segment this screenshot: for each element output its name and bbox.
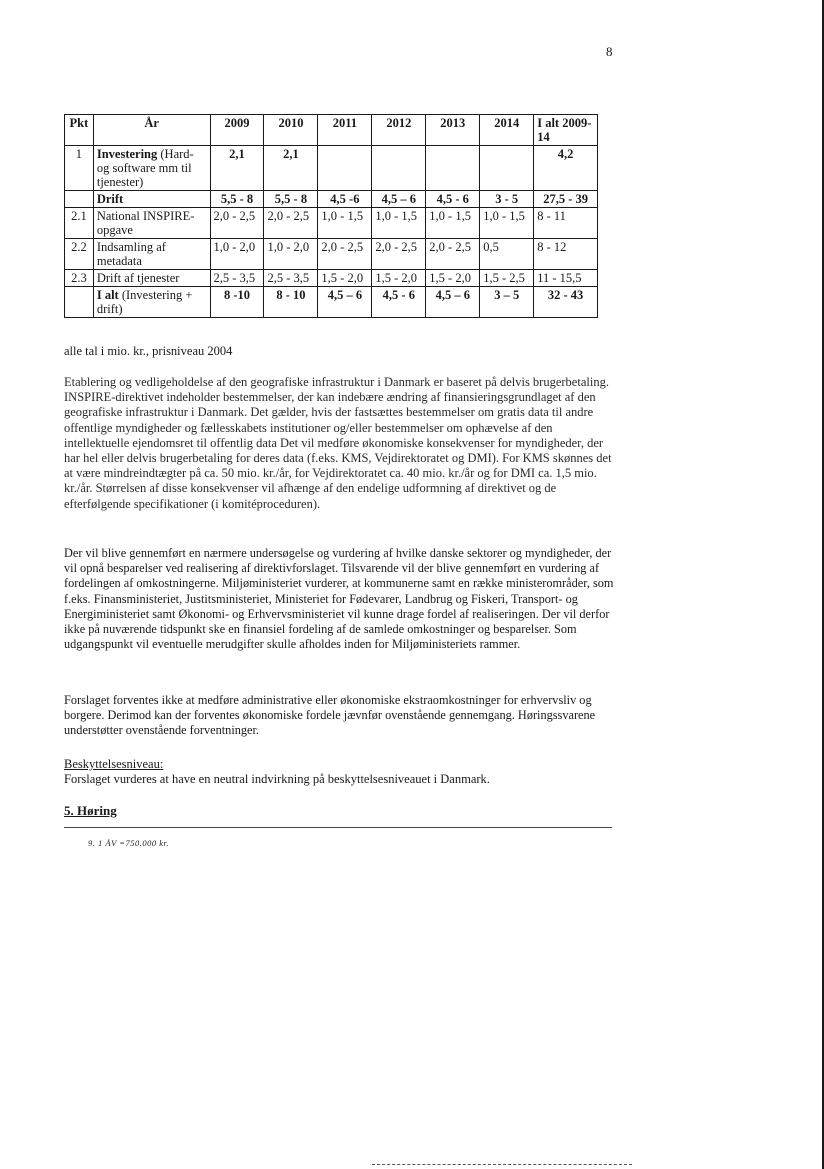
row-value: 4,5 - 6 bbox=[426, 191, 480, 208]
budget-table bbox=[64, 114, 598, 318]
row-pkt bbox=[65, 191, 94, 208]
row-value: 2,5 - 3,5 bbox=[264, 270, 318, 287]
row-value: 3 – 5 bbox=[480, 287, 534, 318]
row-value: 2,1 bbox=[210, 146, 264, 191]
header-2010: 2010 bbox=[264, 115, 318, 146]
row-value: 0,5 bbox=[480, 239, 534, 270]
row-value: 2,0 - 2,5 bbox=[372, 239, 426, 270]
row-label bbox=[93, 270, 210, 287]
paragraph-protection-level: Forslaget vurderes at have en neutral indvirkning på beskyttelsesniveauet i Danmark. bbox=[64, 772, 490, 786]
row-value bbox=[372, 146, 426, 191]
row-value: 1,5 - 2,0 bbox=[372, 270, 426, 287]
footnote-divider bbox=[64, 827, 612, 828]
table-row bbox=[65, 270, 598, 287]
protection-level-heading: Beskyttelsesniveau: bbox=[64, 757, 164, 771]
row-value: 2,0 - 2,5 bbox=[264, 208, 318, 239]
row-value: 4,5 – 6 bbox=[372, 191, 426, 208]
row-value bbox=[480, 146, 534, 191]
row-pkt: 2.1 bbox=[65, 208, 94, 239]
row-value: 8 - 10 bbox=[264, 287, 318, 318]
header-2014: 2014 bbox=[480, 115, 534, 146]
row-value: 1,0 - 1,5 bbox=[480, 208, 534, 239]
row-value: 1,0 - 2,0 bbox=[210, 239, 264, 270]
row-label-rest: (Hard- og software mm til tjenester) bbox=[96, 147, 194, 189]
row-value: 5,5 - 8 bbox=[210, 191, 264, 208]
row-label-rest: National INSPIRE-opgave bbox=[96, 209, 195, 237]
row-value bbox=[426, 146, 480, 191]
row-value: 2,1 bbox=[264, 146, 318, 191]
row-label-rest: Drift af tjenester bbox=[96, 271, 180, 285]
row-total: 8 - 12 bbox=[534, 239, 598, 270]
header-year: År bbox=[93, 115, 210, 146]
paragraph-assessment: Der vil blive gennemført en nærmere undersøgelse og vurdering af hvilke danske sektorer og myndigheder, der vil opnå besparelser ved realisering af direktivforslaget. Tilsvarende vil der blive gennemført en vurdering af fordelingen af omkostningerne. Miljøministeriet vurderer, at kommunerne samt en række ministerområder, som f.eks. Finansministeriet, Justitsministeriet, Ministeriet for Fødevarer, Landbrug og Fiskeri, Transport- og Energiministeriet samt Økonomi- og Erhvervsministeriet vil kunne drage fordel af realiseringen. Der vil derfor ikke på nuværende tidspunkt ske en finansiel fordeling af de samlede omkostninger og besparelser. Som udgangspunkt vil eventuelle merudgifter skulle afholdes inden for Miljøministeriets rammer. bbox=[64, 546, 614, 652]
row-label bbox=[93, 239, 210, 270]
row-label-rest: Indsamling af metadata bbox=[96, 240, 166, 268]
row-label-bold: Drift bbox=[96, 192, 124, 206]
row-value: 4,5 – 6 bbox=[318, 287, 372, 318]
row-value: 1,5 - 2,0 bbox=[426, 270, 480, 287]
table-caption: alle tal i mio. kr., prisniveau 2004 bbox=[64, 344, 233, 358]
table-row bbox=[65, 146, 598, 191]
row-pkt bbox=[65, 287, 94, 318]
row-value: 4,5 -6 bbox=[318, 191, 372, 208]
row-value: 8 -10 bbox=[210, 287, 264, 318]
row-pkt: 2.2 bbox=[65, 239, 94, 270]
header-2012: 2012 bbox=[372, 115, 426, 146]
row-value: 2,0 - 2,5 bbox=[318, 239, 372, 270]
row-value: 1,0 - 2,0 bbox=[264, 239, 318, 270]
row-value: 4,5 - 6 bbox=[372, 287, 426, 318]
section-heading: 5. Høring bbox=[64, 803, 117, 818]
header-total: I alt 2009-14 bbox=[534, 115, 598, 146]
row-total: 4,2 bbox=[534, 146, 598, 191]
row-pkt: 1 bbox=[65, 146, 94, 191]
row-label bbox=[93, 191, 210, 208]
table-row bbox=[65, 287, 598, 318]
table-header-row bbox=[65, 115, 598, 146]
row-value: 3 - 5 bbox=[480, 191, 534, 208]
row-label-rest: (Investering + drift) bbox=[96, 288, 193, 316]
row-value: 5,5 - 8 bbox=[264, 191, 318, 208]
header-2009: 2009 bbox=[210, 115, 264, 146]
row-value: 1,0 - 1,5 bbox=[372, 208, 426, 239]
row-value: 1,5 - 2,0 bbox=[318, 270, 372, 287]
paragraph-financing: Etablering og vedligeholdelse af den geografiske infrastruktur i Danmark er baseret på delvis brugerbetaling. INSPIRE-direktivet indeholder bestemmelser, der kan indebære ændring af finansieringsgrundlaget af den geografiske infrastruktur i Danmark. Det gælder, hvis der fastsættes bestemmelser om gratis data til andre offentlige myndigheder og fællesskabets institutioner og/eller bestemmelser om ophævelse af den intellektuelle ejendomsret til offentlig data Det vil medføre økonomiske konsekvenser for myndigheder, der har hel eller delvis brugerbetaling for deres data (f.eks. KMS, Vejdirektoratet og DMI). For KMS skønnes det at være mindreindtægter på ca. 50 mio. kr./år, for Vejdirektoratet ca. 40 mio. kr./år og for DMI ca. 1,5 mio. kr./år. Størrelsen af disse konsekvenser vil afhænge af den endelige udformning af direktivet og de efterfølgende specifikationer (i komitéproceduren). bbox=[64, 375, 612, 511]
row-label-bold: I alt bbox=[96, 288, 119, 302]
row-label bbox=[93, 146, 210, 191]
row-label bbox=[93, 208, 210, 239]
row-value: 1,0 - 1,5 bbox=[318, 208, 372, 239]
paragraph-costs: Forslaget forventes ikke at medføre administrative eller økonomiske ekstraomkostninger for erhvervsliv og borgere. Derimod kan der forventes økonomiske fordele jævnfør ovenstående gennemgang. Høringssvarene understøtter ovenstående forventninger. bbox=[64, 693, 596, 738]
scan-artifact-line bbox=[372, 1164, 632, 1166]
row-value: 2,0 - 2,5 bbox=[210, 208, 264, 239]
header-2011: 2011 bbox=[318, 115, 372, 146]
row-value: 1,5 - 2,5 bbox=[480, 270, 534, 287]
row-label bbox=[93, 287, 210, 318]
header-pkt: Pkt bbox=[65, 115, 94, 146]
row-pkt: 2.3 bbox=[65, 270, 94, 287]
row-value: 2,5 - 3,5 bbox=[210, 270, 264, 287]
row-total: 8 - 11 bbox=[534, 208, 598, 239]
table-row bbox=[65, 239, 598, 270]
page-number: 8 bbox=[606, 44, 613, 59]
row-value: 2,0 - 2,5 bbox=[426, 239, 480, 270]
row-value: 1,0 - 1,5 bbox=[426, 208, 480, 239]
row-total: 27,5 - 39 bbox=[534, 191, 598, 208]
row-value bbox=[318, 146, 372, 191]
footnote: 9. 1 ÅV =750.000 kr. bbox=[88, 838, 169, 848]
row-total: 32 - 43 bbox=[534, 287, 598, 318]
table-row bbox=[65, 208, 598, 239]
header-2013: 2013 bbox=[426, 115, 480, 146]
row-value: 4,5 – 6 bbox=[426, 287, 480, 318]
row-total: 11 - 15,5 bbox=[534, 270, 598, 287]
table-row bbox=[65, 191, 598, 208]
row-label-bold: Investering bbox=[96, 147, 158, 161]
